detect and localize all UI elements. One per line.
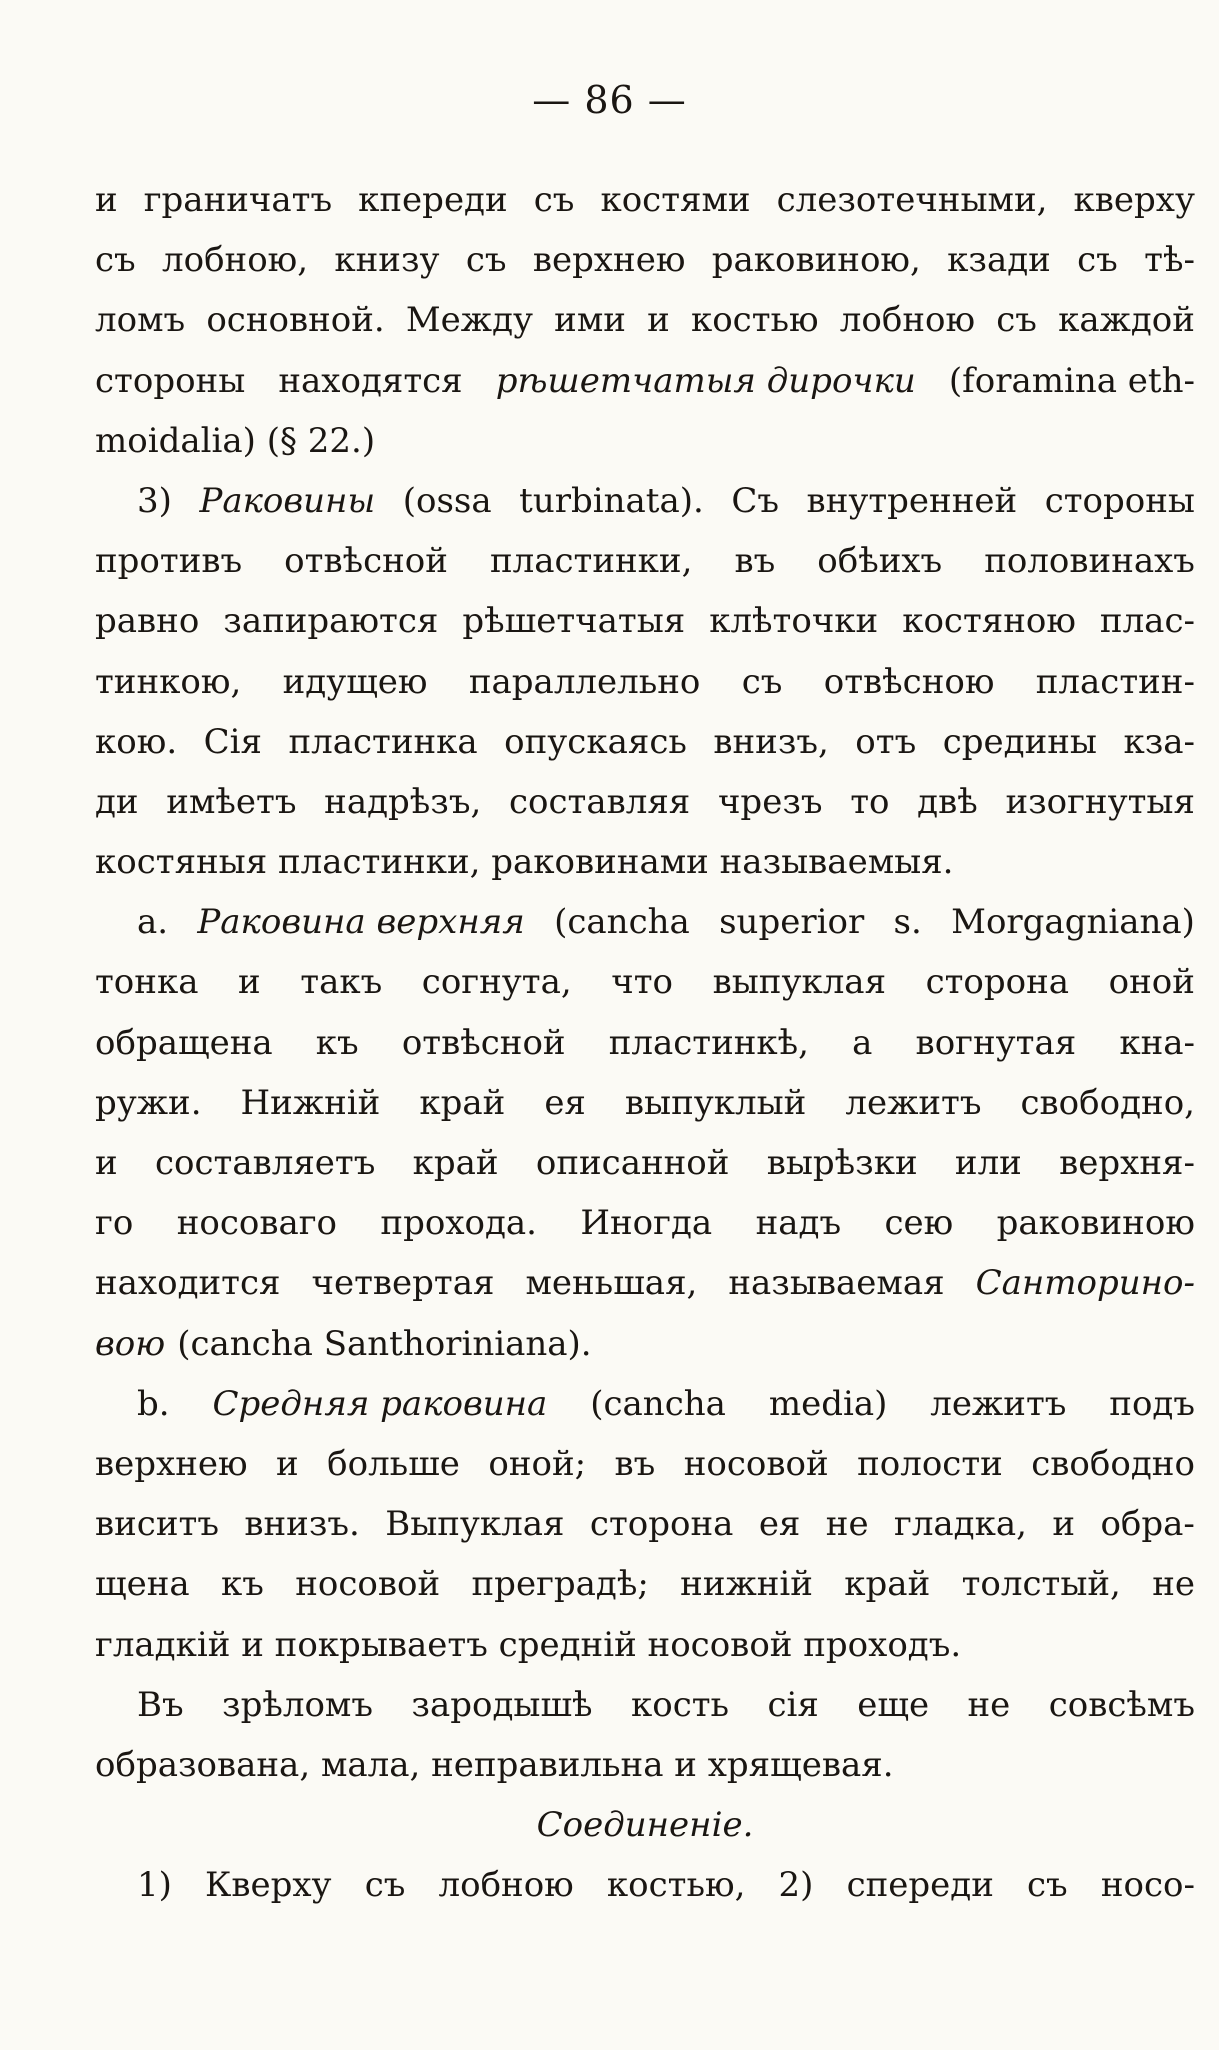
word: ди	[95, 781, 139, 822]
word: кою.	[95, 721, 178, 762]
italic-term: вою	[95, 1323, 166, 1364]
page-number: — 86 —	[532, 78, 687, 122]
word: выпуклая	[712, 962, 887, 1003]
word: въ	[734, 541, 776, 582]
word: го	[95, 1203, 134, 1244]
word: лежитъ	[845, 1082, 982, 1123]
word: Въ	[137, 1684, 184, 1725]
word: съ	[364, 1865, 406, 1906]
word: пластин-	[1035, 661, 1195, 702]
word: противъ	[95, 541, 243, 582]
word: носовой	[683, 1443, 829, 1484]
word: гладка,	[894, 1504, 1027, 1545]
word: сею	[884, 1203, 954, 1244]
word: лобною	[839, 300, 976, 341]
word: верхня-	[1059, 1143, 1195, 1183]
text-line	[95, 290, 1195, 350]
word: стороны	[95, 360, 246, 401]
word: сiя	[767, 1684, 819, 1725]
word: отвѣсной	[284, 541, 448, 582]
word: больше	[327, 1443, 460, 1484]
word: такъ	[300, 962, 383, 1003]
word: обѣихъ	[817, 541, 943, 582]
word: еще	[857, 1684, 930, 1725]
word: лежитъ	[930, 1383, 1067, 1424]
word: край	[844, 1564, 931, 1605]
word: плас-	[1099, 601, 1195, 642]
text-line	[95, 170, 1195, 230]
word: граничатъ	[143, 180, 333, 220]
word: свободно,	[1020, 1082, 1195, 1123]
word: оной	[1108, 962, 1195, 1003]
word: къ	[221, 1564, 264, 1605]
word: кза-	[1123, 721, 1195, 762]
word: зародышѣ	[411, 1684, 593, 1725]
word: (ossa	[402, 480, 492, 521]
word: media)	[768, 1383, 888, 1424]
word: съ	[533, 180, 575, 220]
text-line	[95, 832, 1195, 892]
word: Нижнiй	[240, 1082, 381, 1123]
word: сторона	[925, 962, 1070, 1003]
text-line	[95, 1735, 1195, 1795]
word: идущею	[282, 661, 428, 702]
word: совсѣмъ	[1048, 1684, 1195, 1725]
word: отъ	[855, 721, 917, 762]
word: и	[95, 180, 118, 220]
list-marker: b.	[137, 1383, 170, 1424]
word: спереди	[846, 1865, 994, 1906]
word: раковиною,	[711, 240, 921, 281]
word: съ	[741, 661, 783, 702]
word: 1)	[137, 1865, 172, 1906]
word: кверху	[1073, 180, 1195, 220]
word: а	[852, 1022, 873, 1063]
word: половинахъ	[984, 541, 1195, 582]
word: слезотечными,	[776, 180, 1048, 220]
word: носовой	[295, 1564, 441, 1605]
word: находится	[95, 1263, 281, 1304]
text-line	[95, 1253, 1195, 1313]
word: прохода.	[380, 1203, 537, 1244]
word: отвѣсною	[823, 661, 995, 702]
text-line	[95, 712, 1195, 772]
word: внизъ.	[244, 1504, 360, 1545]
word: ея	[544, 1082, 586, 1123]
word: тонка	[95, 962, 199, 1003]
word: ломъ	[95, 300, 186, 341]
word: отвѣсной	[401, 1022, 566, 1063]
text-line	[95, 1133, 1195, 1193]
word: и	[238, 962, 261, 1003]
word: или	[954, 1143, 1022, 1183]
word: пластинки,	[489, 541, 693, 582]
word: обра-	[1100, 1504, 1195, 1545]
page-text	[95, 170, 1195, 1915]
word: костью	[690, 300, 819, 341]
text-line	[95, 1554, 1195, 1614]
italic-term: Раковины	[199, 480, 376, 521]
word: опускаясь	[504, 721, 687, 762]
paragraph-start-line	[95, 892, 1195, 952]
word: съ	[1027, 1865, 1068, 1906]
word: костью,	[606, 1865, 746, 1906]
text-line	[95, 1615, 1195, 1675]
word: внизъ,	[713, 721, 829, 762]
word: Съ	[731, 480, 779, 521]
word: ружи.	[95, 1082, 202, 1123]
word: раковиною	[996, 1203, 1195, 1244]
paragraph-start-line	[95, 1675, 1195, 1735]
word: сторона	[589, 1504, 734, 1545]
latin-term: (foramina eth-	[948, 360, 1195, 401]
word: основной.	[206, 300, 385, 341]
word: кпереди	[358, 180, 508, 220]
word: съ	[996, 300, 1037, 341]
word: параллельно	[468, 661, 701, 702]
word: и	[647, 300, 670, 341]
word: не	[825, 1504, 869, 1545]
word: и	[95, 1143, 118, 1183]
word: вырѣзки	[766, 1143, 918, 1183]
word: надъ	[755, 1203, 842, 1244]
word: свободно	[1031, 1443, 1195, 1484]
word: каждой	[1058, 300, 1195, 341]
text-line	[95, 952, 1195, 1012]
paragraph-start-line	[95, 1855, 1195, 1915]
word: пластинка	[288, 721, 478, 762]
word: рѣшетчатыя	[462, 601, 686, 642]
word: съ	[465, 240, 507, 281]
word: тѣ-	[1144, 240, 1195, 281]
word: виситъ	[95, 1504, 219, 1545]
line-text: гладкiй и покрываетъ среднiй носовой проходъ.	[95, 1624, 962, 1665]
word: двѣ	[917, 781, 978, 822]
word: чрезъ	[717, 781, 823, 822]
word: и	[1052, 1504, 1076, 1545]
word: равно	[95, 601, 200, 642]
word: стороны	[1044, 480, 1195, 521]
word: носоваго	[176, 1203, 338, 1244]
word: и	[276, 1443, 299, 1484]
word: лобною,	[162, 240, 309, 281]
italic-term: Раковина верхняя	[197, 902, 525, 943]
word: щена	[95, 1564, 190, 1605]
word: имѣетъ	[166, 781, 297, 822]
word: нижнiй	[680, 1564, 813, 1605]
word: вогнутая	[915, 1022, 1077, 1063]
word: тинкою,	[95, 661, 242, 702]
word: не	[967, 1684, 1011, 1725]
word: пластинкѣ,	[608, 1022, 809, 1063]
text-line	[95, 531, 1195, 591]
text-line	[95, 351, 1195, 411]
word: то	[850, 781, 890, 822]
word: съ	[1077, 240, 1118, 281]
text-line	[95, 1013, 1195, 1073]
word: Кверху	[205, 1865, 332, 1906]
paragraph-start-line	[95, 1374, 1195, 1434]
word: меньшая,	[525, 1263, 698, 1304]
text-line	[95, 1314, 1195, 1374]
latin-term: moidalia) (§ 22.)	[95, 420, 376, 461]
word: обращена	[95, 1022, 273, 1063]
word: подъ	[1109, 1383, 1195, 1424]
word: изогнутыя	[1005, 781, 1195, 822]
word: согнута,	[421, 962, 572, 1003]
word: клѣточки	[709, 601, 879, 642]
word: Иногда	[580, 1203, 713, 1244]
word: полости	[857, 1443, 1003, 1484]
text-line	[95, 1434, 1195, 1494]
word: толстый,	[961, 1564, 1121, 1605]
section-heading-text: Соединенiе.	[536, 1805, 754, 1846]
word: Выпуклая	[385, 1504, 565, 1545]
word: ея	[758, 1504, 801, 1545]
text-line	[95, 1193, 1195, 1253]
latin-term: (cancha Santhoriniana).	[177, 1323, 592, 1364]
word: составляя	[508, 781, 691, 822]
word: надрѣзъ,	[324, 781, 482, 822]
text-line	[95, 772, 1195, 832]
word: s.	[893, 902, 922, 943]
word: superior	[719, 902, 865, 943]
word: край	[412, 1143, 499, 1183]
word: не	[1152, 1564, 1195, 1605]
word: костями	[600, 180, 751, 220]
word: выпуклый	[624, 1082, 807, 1123]
word: описанной	[535, 1143, 730, 1183]
line-text: образована, мала, неправильна и хрящевая.	[95, 1744, 894, 1785]
text-line	[95, 1073, 1195, 1133]
list-marker: 3)	[137, 480, 172, 521]
word: зрѣломъ	[222, 1684, 373, 1725]
word: съ	[95, 240, 136, 281]
italic-term: Санторино-	[975, 1263, 1195, 1304]
word: Morgagniana)	[951, 902, 1195, 943]
word: кна-	[1119, 1022, 1195, 1063]
word: запираются	[223, 601, 439, 642]
word: что	[611, 962, 674, 1003]
word: Сія	[203, 721, 262, 762]
word: составляетъ	[154, 1143, 376, 1183]
word: Между	[405, 300, 534, 341]
word: костяною	[902, 601, 1076, 642]
word: носо-	[1100, 1865, 1195, 1906]
text-line	[95, 411, 1195, 471]
word: преградѣ;	[471, 1564, 649, 1605]
list-marker: a.	[137, 902, 169, 943]
text-line	[95, 591, 1195, 651]
text-line	[95, 652, 1195, 712]
word: четвертая	[311, 1263, 495, 1304]
italic-term: рѣшетчатыя дирочки	[495, 360, 916, 401]
word: 2)	[778, 1865, 814, 1906]
word: (cancha	[590, 1383, 726, 1424]
word: turbinata).	[519, 480, 704, 521]
word: кость	[630, 1684, 730, 1725]
word: къ	[315, 1022, 359, 1063]
italic-term: Средняя раковина	[212, 1383, 548, 1424]
word: ими	[554, 300, 626, 341]
word: верхнею	[95, 1443, 248, 1484]
word: (cancha	[554, 902, 690, 943]
word: лобною	[438, 1865, 574, 1906]
paragraph-start-line	[95, 471, 1195, 531]
word: находятся	[278, 360, 463, 401]
word: называемая	[728, 1263, 945, 1304]
text-line	[95, 230, 1195, 290]
word: оной;	[488, 1443, 587, 1484]
word: въ	[614, 1443, 656, 1484]
word: средины	[942, 721, 1097, 762]
word: край	[419, 1082, 506, 1123]
word: книзу	[334, 240, 440, 281]
word: верхнею	[532, 240, 686, 281]
line-text: костяныя пластинки, раковинами называемыя.	[95, 842, 954, 883]
word: внутренней	[806, 480, 1018, 521]
text-line	[95, 1494, 1195, 1554]
word: кзади	[947, 240, 1051, 281]
section-heading	[95, 1795, 1195, 1855]
